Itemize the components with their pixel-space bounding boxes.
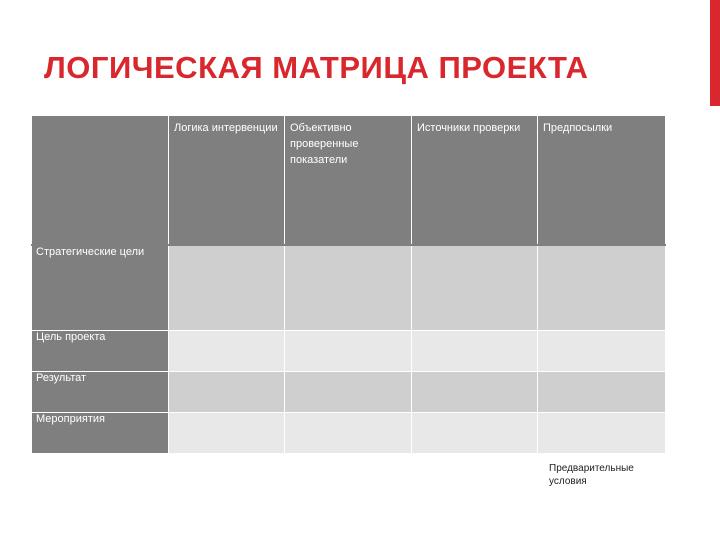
header-verification-sources: Источники проверки <box>412 116 538 246</box>
header-row <box>32 116 666 246</box>
matrix-cell <box>412 245 538 331</box>
matrix-cell <box>285 372 412 413</box>
matrix-cell <box>169 372 285 413</box>
table-row <box>32 413 666 454</box>
matrix-cell <box>285 331 412 372</box>
matrix-cell <box>412 331 538 372</box>
slide-title: ЛОГИЧЕСКАЯ МАТРИЦА ПРОЕКТА <box>44 50 589 85</box>
table-row <box>32 245 666 331</box>
matrix-cell <box>285 413 412 454</box>
table-row <box>32 331 666 372</box>
row-label-result: Результат <box>32 372 169 413</box>
matrix-cell <box>538 245 666 331</box>
preconditions-note: Предварительные условия <box>549 463 634 487</box>
matrix-cell <box>169 331 285 372</box>
matrix-cell <box>412 372 538 413</box>
header-indicators: Объективно проверенные показатели <box>285 116 412 246</box>
table-row <box>32 372 666 413</box>
matrix-cell <box>285 245 412 331</box>
header-assumptions: Предпосылки <box>538 116 666 246</box>
matrix-cell <box>538 331 666 372</box>
row-label-strategic-goals: Стратегические цели <box>32 245 169 331</box>
header-intervention-logic: Логика интервенции <box>169 116 285 246</box>
matrix-cell <box>412 413 538 454</box>
row-label-project-goal: Цель проекта <box>32 331 169 372</box>
matrix-cell <box>538 372 666 413</box>
accent-bar <box>710 0 720 106</box>
row-label-activities: Мероприятия <box>32 413 169 454</box>
header-corner-cell <box>32 116 169 246</box>
logical-matrix-table <box>31 115 666 454</box>
matrix-cell <box>169 245 285 331</box>
matrix-cell <box>169 413 285 454</box>
matrix-cell <box>538 413 666 454</box>
